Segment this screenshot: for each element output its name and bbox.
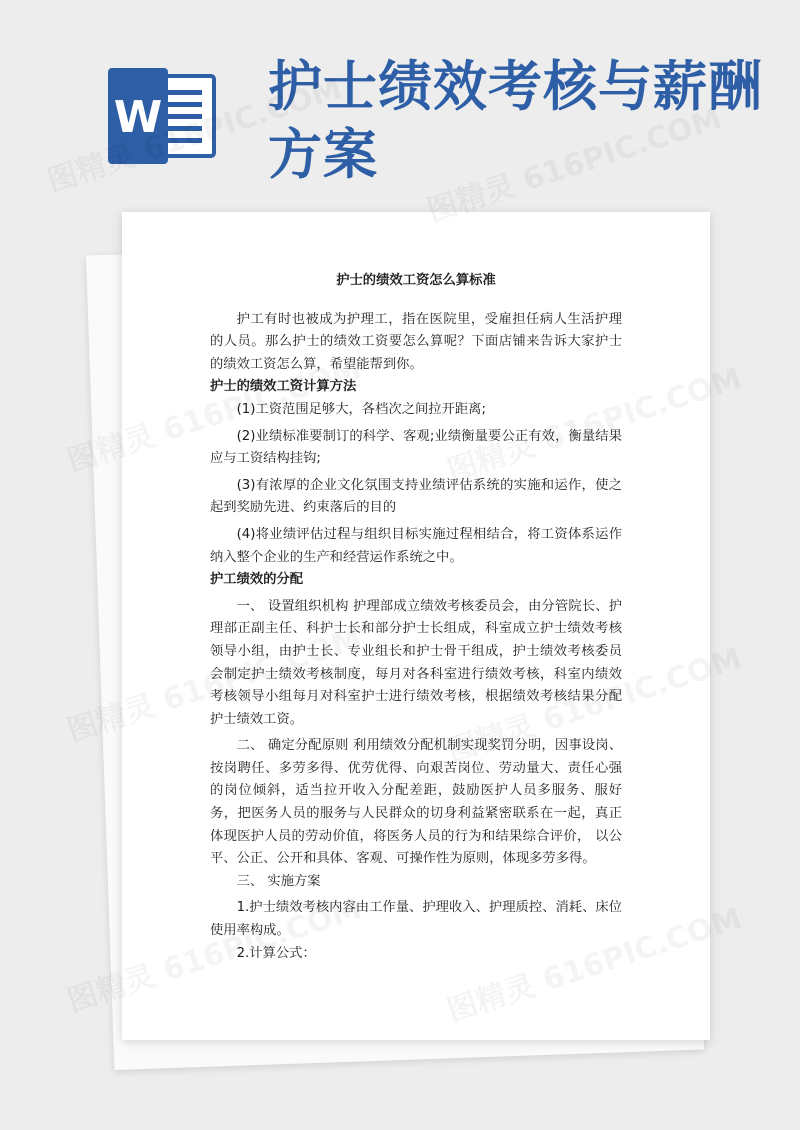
header-banner bbox=[0, 0, 800, 200]
section-heading-distribution: 护工绩效的分配 bbox=[210, 572, 304, 588]
word-icon-letter: W bbox=[113, 92, 163, 143]
body-paragraph: 一、 设置组织机构 护理部成立绩效考核委员会，由分管院长、护理部正副主任、科护士长和部分护士长组成，科室成立护士绩效考核领导小组，由护士长、专业组长和护士骨干组成，护士绩效考核委员会制定护士绩效考核制度，每月对各科室进行绩效考核，科室内绩效考核领导小组每月对科室护士进行绩效考核，根据绩效考核结果分配护士绩效工资。 bbox=[210, 598, 622, 727]
list-item: (1)工资范围足够大，各档次之间拉开距离; bbox=[236, 401, 486, 417]
section-heading-calculation: 护士的绩效工资计算方法 bbox=[210, 379, 357, 395]
intro-paragraph: 护工有时也被成为护理工，指在医院里，受雇担任病人生活护理的人员。那么护士的绩效工资要怎么算呢？下面店铺来告诉大家护士的绩效工资怎么算，希望能帮到你。 bbox=[210, 311, 622, 372]
body-paragraph: 二、 确定分配原则 利用绩效分配机制实现奖罚分明，因事设岗、按岗聘任、多劳多得、优劳优得、向艰苦岗位、劳动量大、责任心强的岗位倾斜，适当拉开收入分配差距，鼓励医护人员多服务、服好务，把医务人员的服务与人民群众的切身利益紧密联系在一起，真正体现医护人员的劳动价值，将医务人员的行为和结果综合评价， 以公平、公正、公开和具体、客观、可操作性为原则，体现多劳多得。 bbox=[210, 738, 622, 867]
body-paragraph: 2.计算公式： bbox=[236, 945, 316, 961]
body-paragraph: 三、 实施方案 bbox=[236, 873, 321, 889]
body-paragraph: 1.护士绩效考核内容由工作量、护理收入、护理质控、消耗、床位使用率构成。 bbox=[210, 900, 622, 939]
list-item: (3)有浓厚的企业文化氛围支持业绩评估系统的实施和运作，使之起到奖励先进、约束落后的目的 bbox=[210, 477, 622, 516]
list-item: (2)业绩标准要制订的科学、客观;业绩衡量要公正有效，衡量结果应与工资结构挂钩; bbox=[210, 428, 622, 467]
document-page bbox=[122, 212, 710, 1040]
document-body bbox=[210, 270, 622, 965]
document-title: 护士绩效考核与薪酬方案 bbox=[268, 54, 763, 186]
page-heading: 护士的绩效工资怎么算标准 bbox=[336, 273, 496, 288]
list-item: (4)将业绩评估过程与组织目标实施过程相结合，将工资体系运作纳入整个企业的生产和经营运作系统之中。 bbox=[210, 526, 622, 565]
word-document-icon bbox=[108, 68, 220, 164]
